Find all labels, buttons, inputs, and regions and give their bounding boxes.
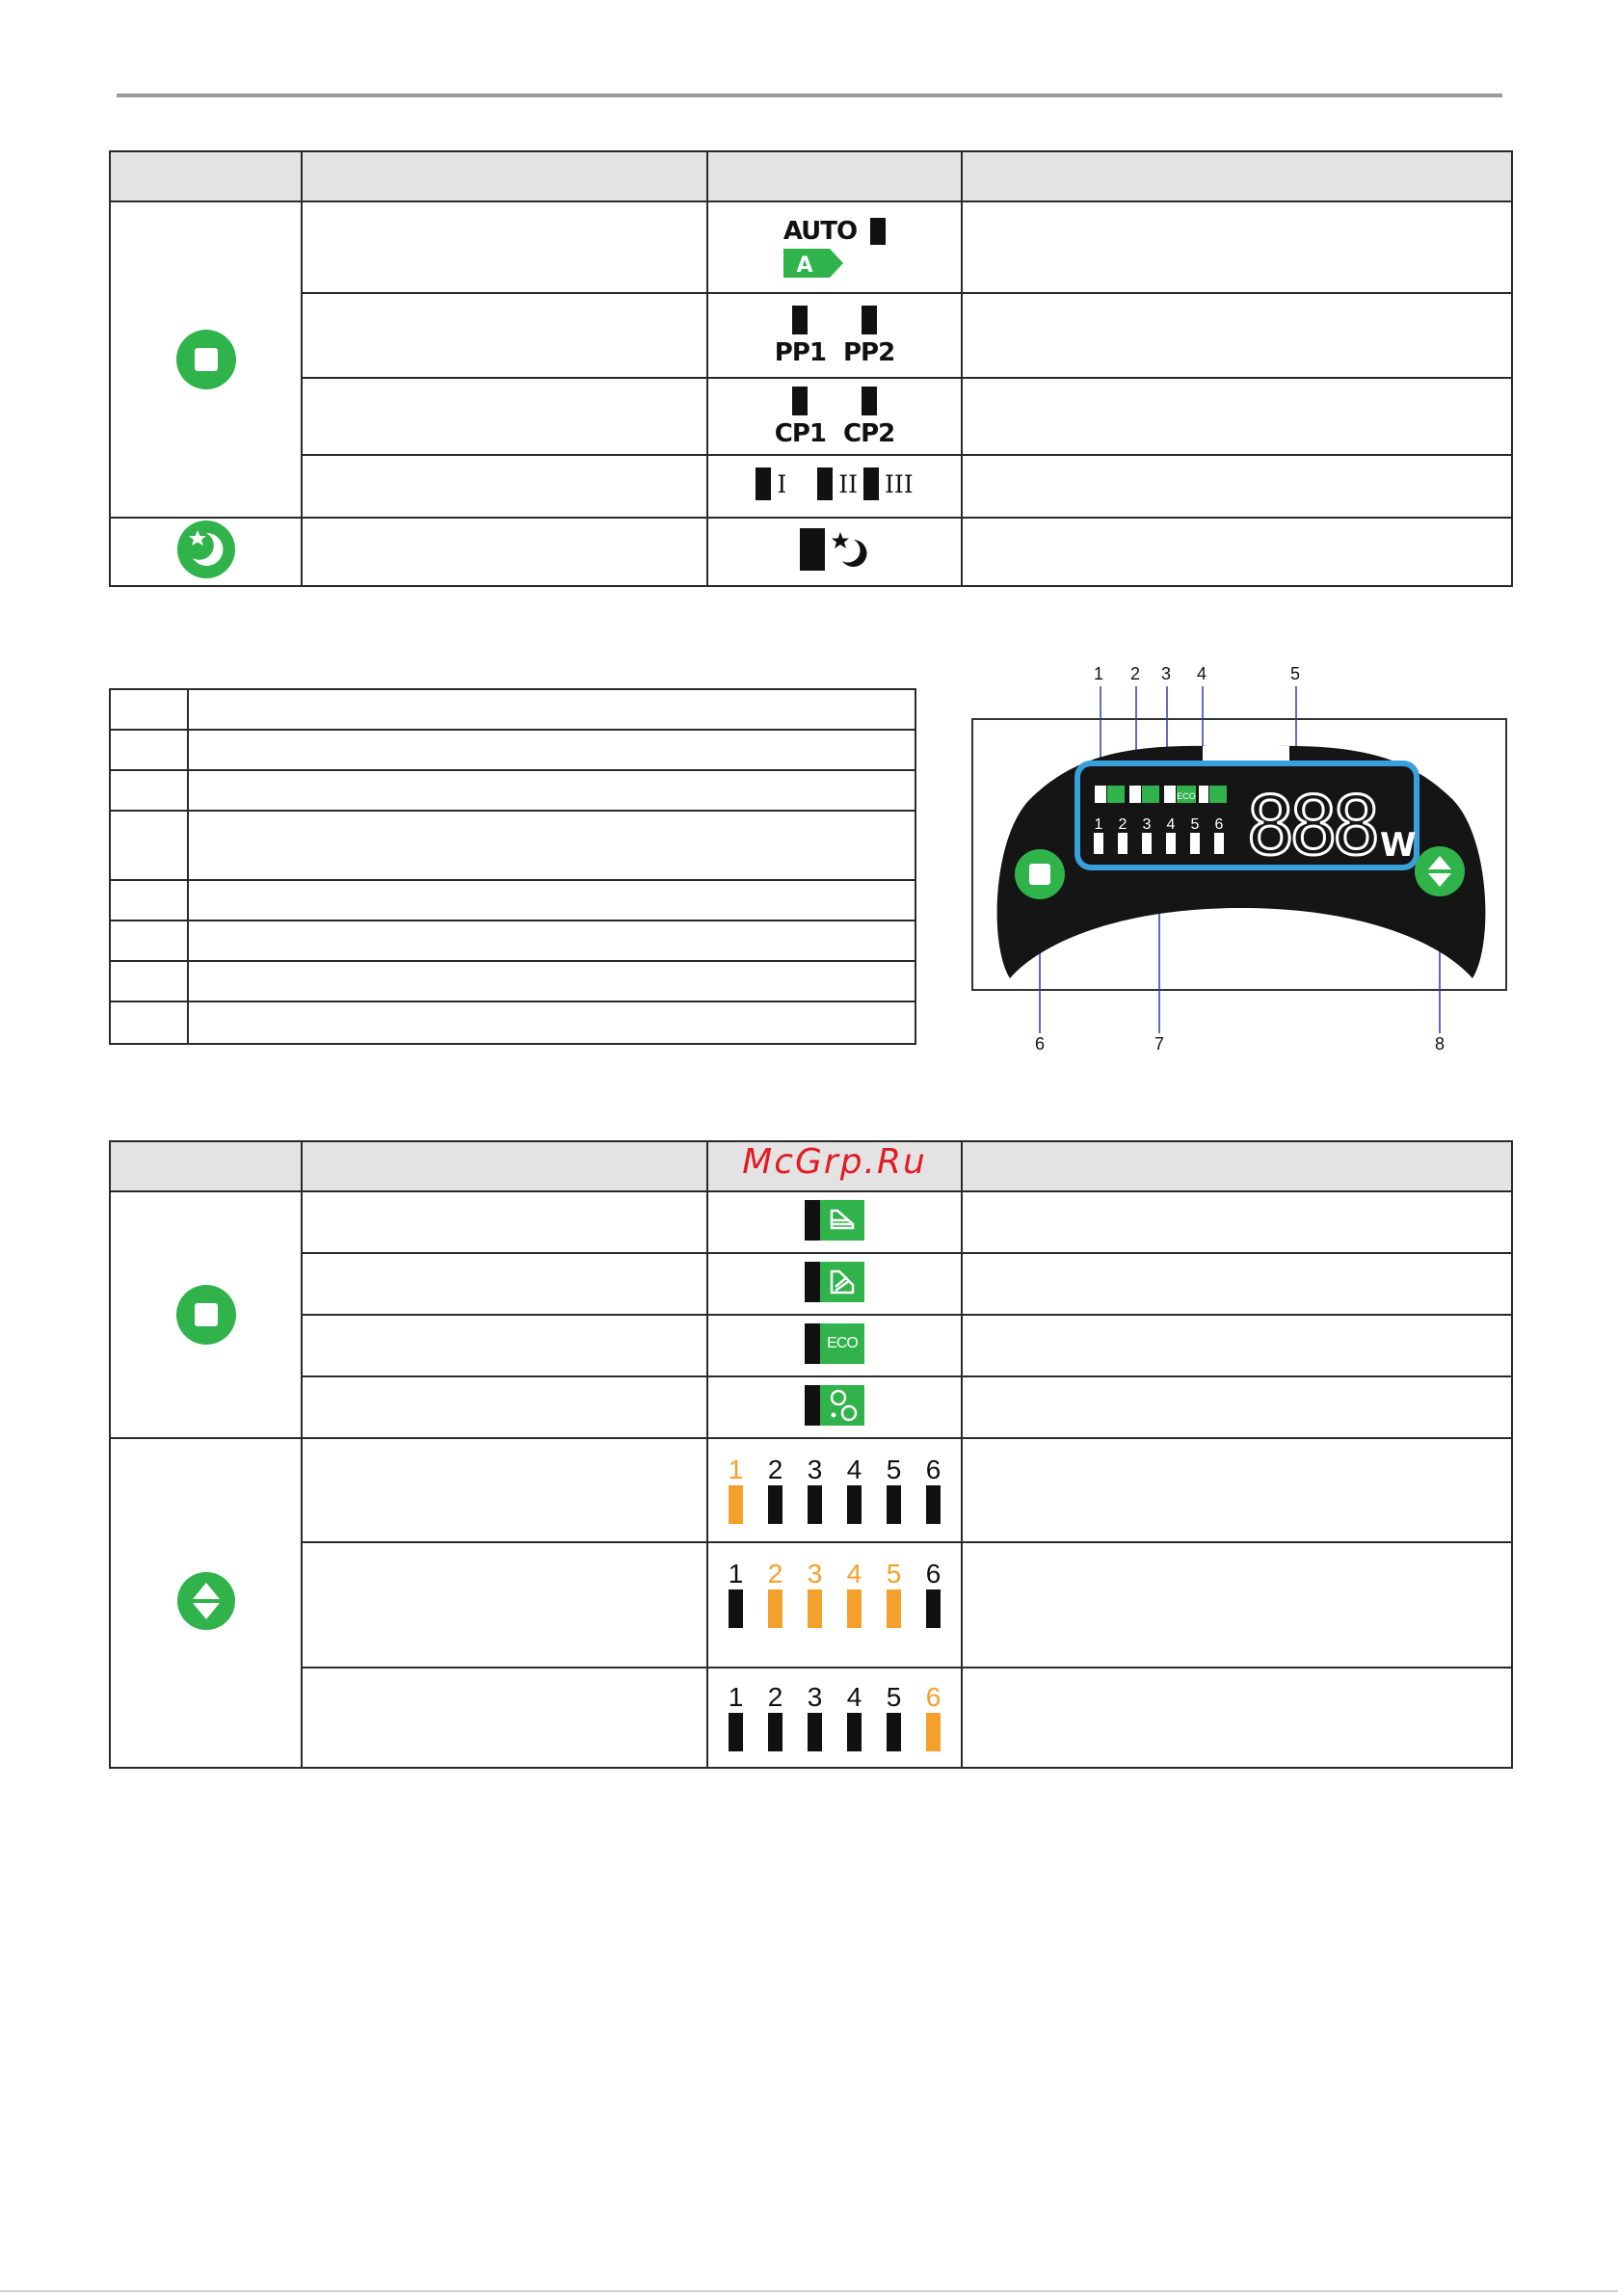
control-panel-diagram (971, 655, 1511, 1060)
description-cell (962, 1253, 1512, 1315)
function-cell (302, 1438, 707, 1542)
function-cell (302, 1668, 707, 1768)
svg-text:ECO: ECO (1177, 791, 1196, 801)
callout-number: 3 (1161, 664, 1172, 683)
zone-indicator: 1 2 3 4 5 6 (726, 1561, 944, 1628)
cp1-label: CP1 (774, 419, 826, 448)
svg-text:A: A (796, 253, 813, 278)
cp2-label: CP2 (843, 419, 895, 448)
header-rule (117, 93, 1502, 97)
callout-number: 6 (1035, 1034, 1046, 1054)
mode-table (109, 150, 1513, 587)
auto-label: AUTO (782, 216, 858, 246)
table-header-row (110, 1141, 1512, 1191)
indicator-segment (756, 467, 771, 500)
indicator-cell (707, 1668, 962, 1768)
svg-text:5: 5 (1190, 816, 1200, 833)
legend-row (110, 1001, 915, 1044)
legend-row (110, 961, 915, 1001)
level-3-label: III (885, 469, 914, 498)
footer-rule (0, 2290, 1618, 2292)
legend-row (110, 730, 915, 770)
description-cell (962, 1438, 1512, 1542)
legend-row (110, 921, 915, 961)
header-cell (302, 151, 707, 201)
grill-program-icon (805, 1262, 864, 1302)
callout-number: 8 (1435, 1034, 1446, 1054)
function-cell (302, 201, 707, 293)
callout-number: 5 (1290, 664, 1301, 683)
description-cell (962, 1542, 1512, 1668)
star-moon-icon (831, 530, 869, 569)
indicator-segment (792, 306, 808, 334)
header-cell (302, 1141, 707, 1191)
level-1-label: I (777, 469, 787, 498)
table-row (110, 1315, 1512, 1376)
night-mode-button-icon (177, 521, 235, 578)
up-down-button-icon (177, 1572, 235, 1630)
indicator-cell (707, 378, 962, 455)
table-row (110, 1542, 1512, 1668)
pp1-label: PP1 (774, 338, 826, 367)
header-cell (962, 1141, 1512, 1191)
pan-program-icon (805, 1200, 864, 1241)
indicator-cell (707, 1253, 962, 1315)
indicator-cell (707, 1376, 962, 1438)
description-cell (962, 378, 1512, 455)
description-cell (962, 1315, 1512, 1376)
function-cell (302, 1191, 707, 1253)
svg-text:6: 6 (1214, 816, 1224, 833)
description-cell (962, 1668, 1512, 1768)
button-cell (110, 1191, 302, 1438)
indicator-cell (707, 293, 962, 378)
description-cell (962, 518, 1512, 586)
function-cell (302, 1542, 707, 1668)
button-cell (110, 201, 302, 518)
svg-text:1: 1 (1094, 816, 1103, 833)
indicator-cell (707, 1315, 962, 1376)
table-row (110, 1438, 1512, 1542)
legend-table (109, 688, 916, 1045)
indicator-segment (870, 218, 886, 245)
table-row (110, 201, 1512, 293)
indicator-segment (800, 528, 825, 571)
indicator-cell (707, 201, 962, 293)
table-row (110, 1376, 1512, 1438)
indicator-segment (817, 467, 833, 500)
indicator-cell (707, 518, 962, 586)
legend-row (110, 811, 915, 880)
description-cell (962, 1191, 1512, 1253)
header-cell (110, 1141, 302, 1191)
table-row (110, 518, 1512, 586)
header-cell (110, 151, 302, 201)
callout-number: 1 (1094, 664, 1104, 683)
eco-program-icon: ECO (805, 1323, 864, 1364)
function-cell (302, 293, 707, 378)
legend-row (110, 689, 915, 730)
indicator-cell (707, 455, 962, 518)
function-cell (302, 1315, 707, 1376)
header-cell (707, 151, 962, 201)
table-row (110, 455, 1512, 518)
table-row (110, 378, 1512, 455)
callout-number: 4 (1197, 664, 1207, 683)
indicator-segment (862, 387, 877, 415)
description-cell (962, 201, 1512, 293)
description-cell (962, 1376, 1512, 1438)
svg-text:4: 4 (1166, 816, 1176, 833)
description-cell (962, 293, 1512, 378)
svg-text:3: 3 (1142, 816, 1152, 833)
table-row (110, 1191, 1512, 1253)
svg-text:888: 888 (1246, 779, 1375, 873)
zone-indicator: 1 2 3 4 5 6 (726, 1684, 944, 1751)
energy-arrow-icon (783, 249, 845, 278)
table-row (110, 1668, 1512, 1768)
zone-indicator: 1 2 3 4 5 6 (726, 1456, 944, 1524)
indicator-cell (707, 1438, 962, 1542)
level-2-label: II (838, 469, 858, 498)
function-cell (302, 518, 707, 586)
header-cell (962, 151, 1512, 201)
watermark-text: McGrp.Ru (742, 1142, 927, 1182)
function-cell (302, 378, 707, 455)
indicator-cell (707, 1191, 962, 1253)
pp2-label: PP2 (843, 338, 895, 367)
legend-row (110, 880, 915, 921)
function-table (109, 1140, 1513, 1769)
indicator-segment (863, 467, 879, 500)
button-cell (110, 518, 302, 586)
table-row (110, 293, 1512, 378)
callout-number: 2 (1130, 664, 1141, 683)
function-cell (302, 1253, 707, 1315)
program-button-icon (176, 1285, 236, 1345)
legend-row (110, 770, 915, 811)
callout-number: 7 (1154, 1034, 1165, 1054)
program-button-icon (176, 330, 236, 389)
description-cell (962, 455, 1512, 518)
indicator-cell (707, 1542, 962, 1668)
function-cell (302, 455, 707, 518)
header-cell (707, 1141, 962, 1191)
table-row (110, 1253, 1512, 1315)
function-cell (302, 1376, 707, 1438)
indicator-segment (862, 306, 877, 334)
boil-program-icon (805, 1385, 864, 1426)
svg-text:2: 2 (1118, 816, 1127, 833)
button-cell (110, 1438, 302, 1768)
svg-text:W: W (1380, 826, 1417, 865)
indicator-segment (792, 387, 808, 415)
table-header-row (110, 151, 1512, 201)
